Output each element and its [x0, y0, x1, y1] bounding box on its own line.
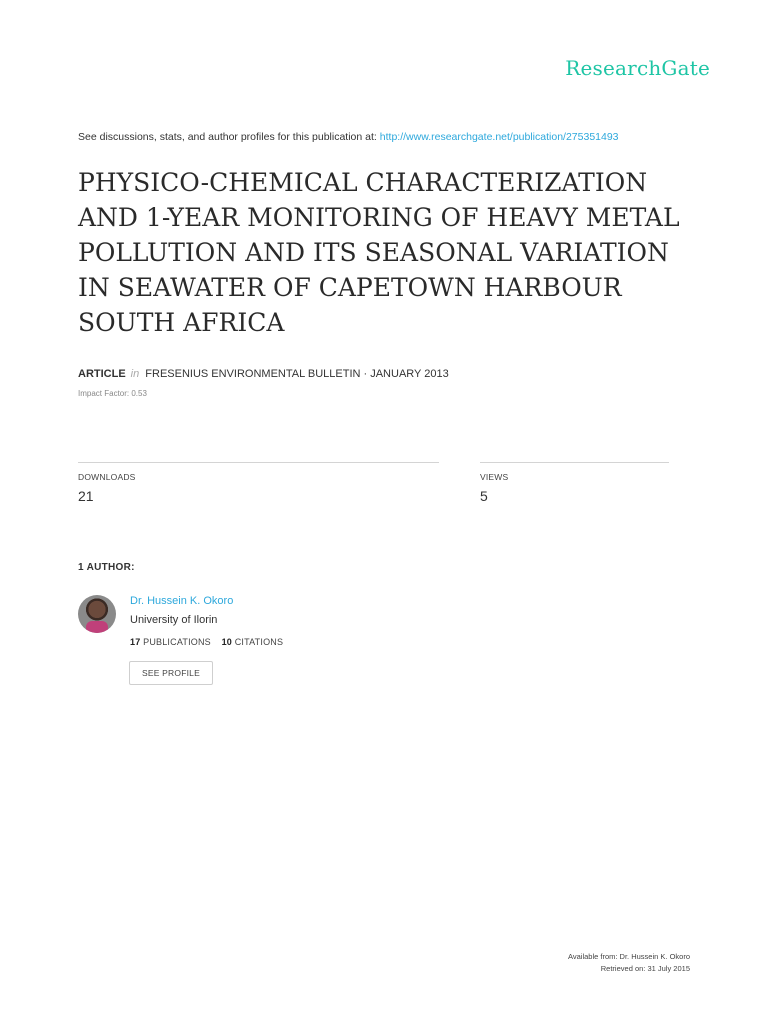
views-label: VIEWS	[480, 472, 509, 482]
views-value: 5	[480, 488, 488, 504]
views-stat	[480, 462, 669, 504]
publications-count: 17	[130, 637, 141, 647]
citations-label: CITATIONS	[234, 637, 284, 647]
publication-meta	[78, 368, 449, 380]
author-name-link[interactable]: Dr. Hussein K. Okoro	[130, 595, 234, 607]
see-profile-button[interactable]: SEE PROFILE	[129, 661, 213, 685]
footer	[568, 951, 690, 975]
avatar-shirt	[86, 621, 108, 633]
discussion-text: See discussions, stats, and author profiles for this publication at:	[78, 131, 377, 143]
citations-count: 10	[221, 637, 232, 647]
publication-type: ARTICLE	[78, 368, 126, 380]
in-label: in	[130, 368, 140, 380]
researchgate-logo[interactable]: ResearchGate	[565, 56, 710, 80]
downloads-value: 21	[78, 488, 94, 504]
author-stats	[130, 637, 283, 647]
discussion-line	[78, 131, 619, 143]
retrieved-on: Retrieved on: 31 July 2015	[600, 964, 690, 973]
impact-factor: Impact Factor: 0.53	[78, 389, 147, 398]
downloads-stat	[78, 462, 439, 504]
publications-label: PUBLICATIONS	[143, 637, 211, 647]
publication-venue: FRESENIUS ENVIRONMENTAL BULLETIN · JANUARY 2013	[145, 368, 449, 380]
publication-title: PHYSICO-CHEMICAL CHARACTERIZATION AND 1-YEAR MONITORING OF HEAVY METAL POLLUTION AND ITS SEASONAL VARIATION IN SEAWATER OF CAPETOWN HARBOUR SOUTH AFRICA	[78, 168, 680, 337]
downloads-label: DOWNLOADS	[78, 472, 136, 482]
author-institution: University of Ilorin	[130, 614, 218, 626]
publication-link[interactable]: http://www.researchgate.net/publication/275351493	[379, 131, 619, 143]
authors-heading: 1 AUTHOR:	[78, 562, 135, 573]
author-avatar[interactable]	[78, 595, 116, 633]
available-from: Available from: Dr. Hussein K. Okoro	[568, 952, 690, 961]
